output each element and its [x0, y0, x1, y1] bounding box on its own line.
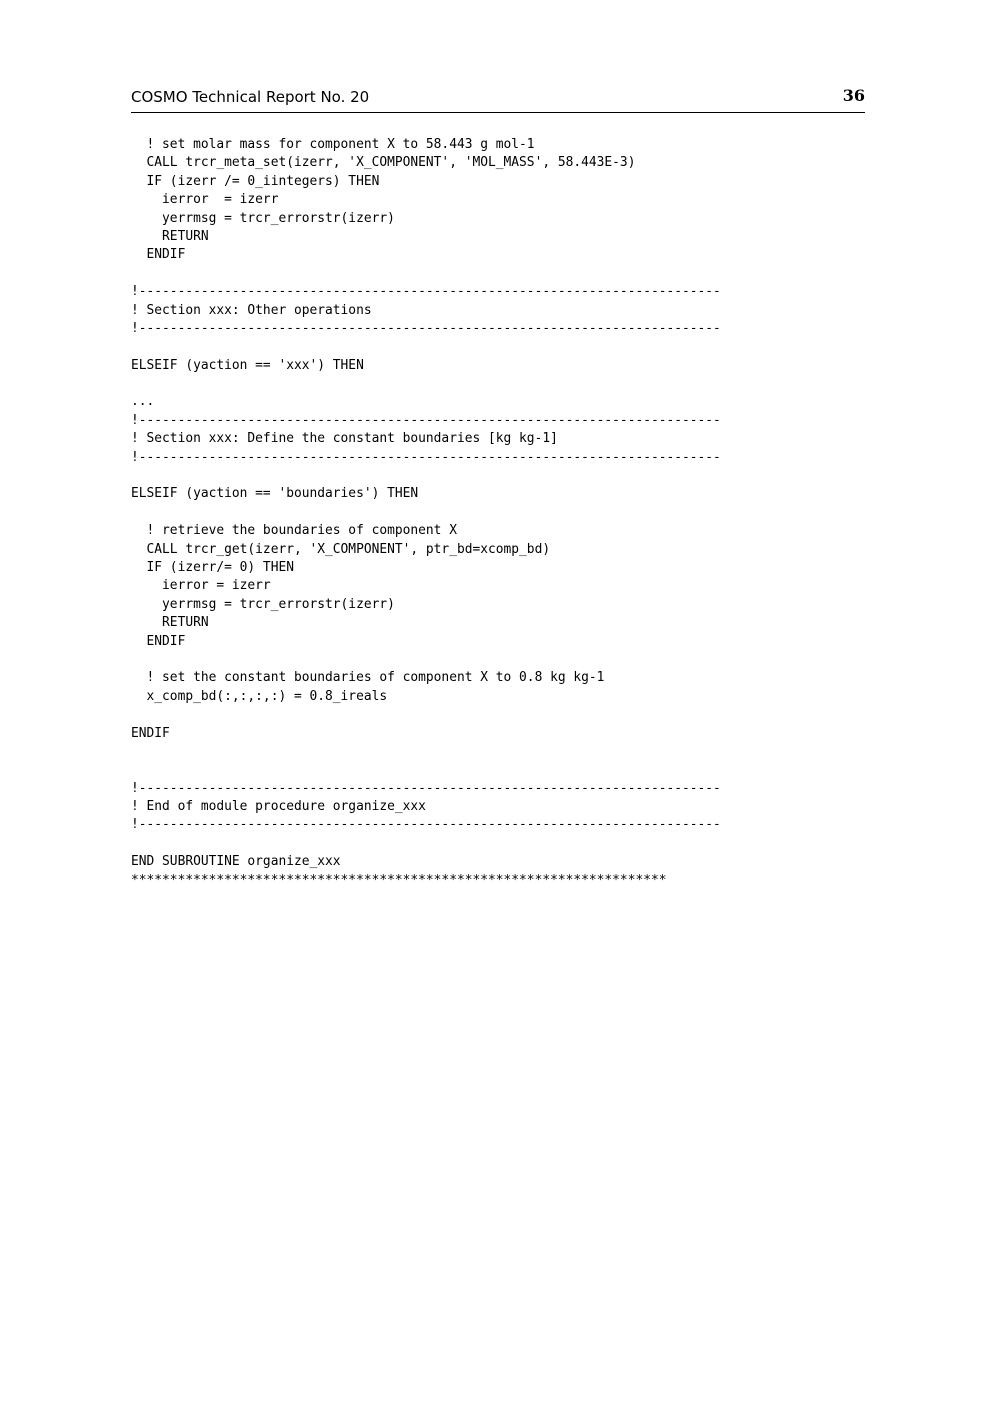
code-line: IF (izerr /= 0_iintegers) THEN — [131, 173, 380, 189]
code-line — [131, 743, 871, 761]
code-line: END SUBROUTINE organize_xxx — [131, 854, 341, 870]
code-line — [131, 338, 871, 356]
code-line: ! retrieve the boundaries of component X — [131, 523, 457, 539]
code-line: !--------------------------------------------------------------------------- — [131, 817, 721, 833]
code-line: ! End of module procedure organize_xxx — [131, 799, 426, 815]
code-line — [131, 467, 871, 485]
code-line: !--------------------------------------------------------------------------- — [131, 284, 721, 300]
code-line — [131, 375, 871, 393]
code-line: ... — [131, 394, 155, 410]
code-line: ********************************************************************* — [131, 872, 667, 888]
code-line: ! set the constant boundaries of component X to 0.8 kg kg-1 — [131, 670, 605, 686]
code-line: !--------------------------------------------------------------------------- — [131, 780, 721, 796]
page-number: 36 — [842, 86, 865, 105]
code-line: ierror = izerr — [131, 578, 271, 594]
code-line — [131, 706, 871, 724]
code-line — [131, 651, 871, 669]
code-listing — [131, 136, 871, 890]
code-line: !--------------------------------------------------------------------------- — [131, 412, 721, 428]
code-line: !--------------------------------------------------------------------------- — [131, 449, 721, 465]
code-line — [131, 761, 871, 779]
code-line: ENDIF — [131, 633, 186, 649]
code-line: yerrmsg = trcr_errorstr(izerr) — [131, 210, 395, 226]
code-line: RETURN — [131, 228, 209, 244]
code-line: ELSEIF (yaction == 'xxx') THEN — [131, 357, 364, 373]
code-line: x_comp_bd(:,:,:,:) = 0.8_ireals — [131, 688, 388, 704]
code-line: CALL trcr_get(izerr, 'X_COMPONENT', ptr_bd=xcomp_bd) — [131, 541, 551, 557]
code-line: ierror = izerr — [131, 192, 279, 208]
code-line: ! Section xxx: Define the constant boundaries [kg kg-1] — [131, 431, 558, 447]
code-line: ELSEIF (yaction == 'boundaries') THEN — [131, 486, 419, 502]
code-line: RETURN — [131, 615, 209, 631]
code-line: yerrmsg = trcr_errorstr(izerr) — [131, 596, 395, 612]
code-line: !--------------------------------------------------------------------------- — [131, 320, 721, 336]
code-line: ! set molar mass for component X to 58.443 g mol-1 — [131, 137, 535, 152]
page-header — [131, 86, 865, 113]
code-line — [131, 504, 871, 522]
report-title: COSMO Technical Report No. 20 — [131, 88, 370, 106]
code-line: ENDIF — [131, 725, 170, 741]
code-line: CALL trcr_meta_set(izerr, 'X_COMPONENT', 'MOL_MASS', 58.443E-3) — [131, 155, 636, 171]
code-line: ENDIF — [131, 247, 186, 263]
code-line — [131, 835, 871, 853]
code-line — [131, 265, 871, 283]
code-line: IF (izerr/= 0) THEN — [131, 559, 294, 575]
code-line: ! Section xxx: Other operations — [131, 302, 372, 318]
